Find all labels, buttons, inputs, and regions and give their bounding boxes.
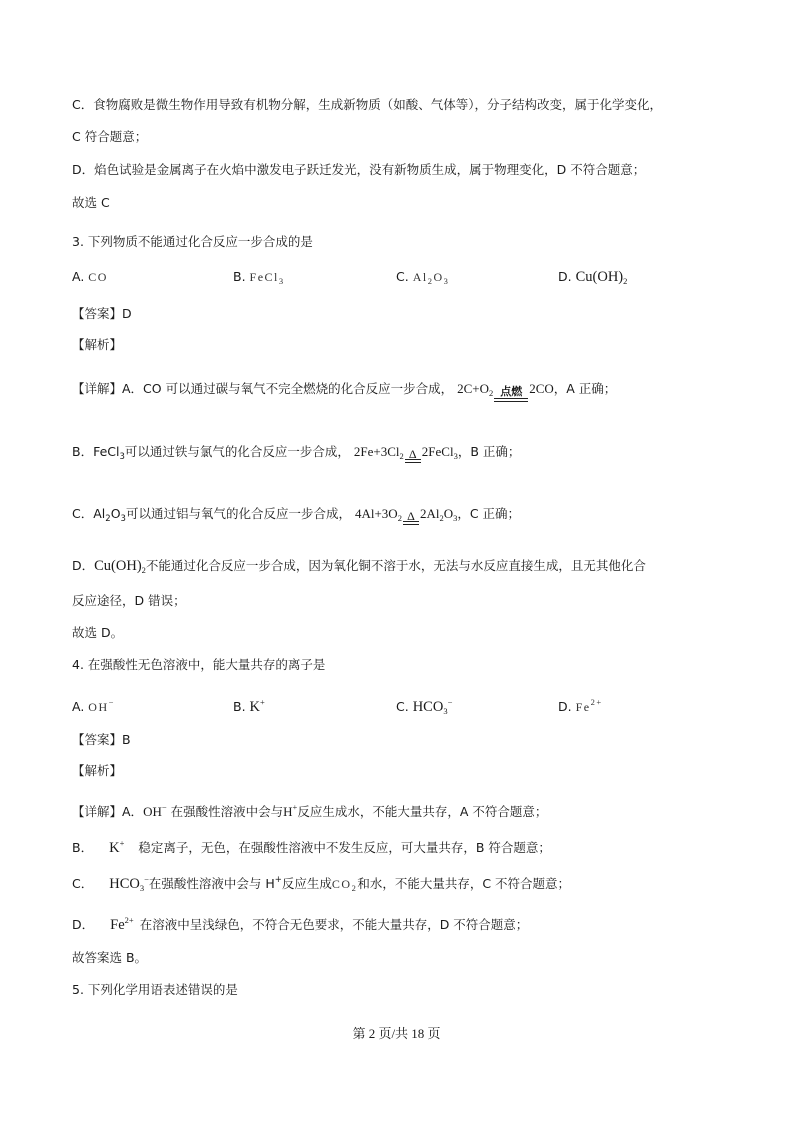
q3-answer: 【答案】D [72,306,132,321]
q4-analysis-heading: 【解析】 [72,763,123,778]
analysis-line-d: D．焰色试验是金属离子在火焰中激发电子跃迁发光，没有新物质生成，属于物理变化，D 不符合题意； [72,162,646,177]
q3-detail-b: B．FeCl$_3$可以通过铁与氯气的化合反应一步合成， $2Fe+3Cl_2$ Δ 2FeCl$_3$，B 正确； [72,444,521,462]
reaction-arrow: 点燃 [494,386,528,402]
option-label: A. [72,269,85,284]
question-3-stem: 3. 下列物质不能通过化合反应一步合成的是 [72,234,313,249]
reaction-arrow: Δ [405,449,421,463]
ion-oh: OH− [143,802,167,819]
ion-fe: $Fe^{2+}$ [575,697,603,714]
ion-oh: OH− [88,697,115,714]
q4-option-a [72,693,115,716]
equation-b: $2Fe+3Cl_2$ Δ 2FeCl$_3$ [353,444,458,461]
question-4-stem: 4. 在强酸性无色溶液中，能大量共存的离子是 [72,657,326,672]
formula-co2: $CO_2$ [331,877,358,893]
equation-a: $2C+O_2$ 点燃 2CO [457,381,554,396]
ion-fe: $Fe^{2+}$ [110,915,134,933]
q3-option-a [72,268,108,286]
q4-option-d [558,693,603,716]
q4-option-c [396,693,452,720]
q4-option-b [233,693,265,716]
formula-al2o3: $Al_2O_3$ [412,270,450,286]
q4-detail-d: D． $Fe^{2+}$ 在溶液中呈浅绿色，不符合无色要求，不能大量共存，D 不符合题意； [72,915,529,933]
question-5-stem: 5. 下列化学用语表述错误的是 [72,982,238,997]
q3-detail-d: D．$Cu(OH)_2$不能通过化合反应一步合成，因为氧化铜不溶于水，无法与水反应直接生成，且无其他化合 [72,558,646,575]
q3-detail-a: 【详解】A．CO 可以通过碳与氧气不完全燃烧的化合反应一步合成， $2C+O_2$ 点燃 2CO，A 正确； [72,380,616,402]
q3-detail-d-cont: 反应途径，D 错误； [72,593,186,608]
q4-detail-a: 【详解】A．OH− 在强酸性溶液中会与H+反应生成水，不能大量共存，A 不符合题意； [72,802,548,819]
ion-k: K+ [109,838,125,856]
q3-option-c [396,268,449,290]
page-number: 第 2 页/共 18 页 [352,1026,441,1041]
option-label: C. [396,269,409,284]
analysis-line-c-cont: C 符合题意； [72,129,148,144]
q4-detail-b: B． K+ 稳定离子，无色，在强酸性溶液中不发生反应，可大量共存，B 符合题意； [72,838,551,856]
formula-cuoh2: $Cu(OH)_2$ [94,558,146,575]
option-label: D. [558,269,572,284]
ion-hco3: $HCO_3^-$ [109,874,149,893]
q3-choose: 故选 D。 [72,625,124,640]
option-label: A. [72,699,85,714]
option-label: D. [558,699,572,714]
reaction-arrow: Δ [403,511,419,525]
option-label: B. [233,699,246,714]
ion-h: H+ [283,802,298,819]
option-label: B. [233,269,246,284]
q4-choose: 故答案选 B。 [72,950,148,965]
ion-hco3: $HCO_3^-$ [412,697,453,716]
q4-detail-c: C． $HCO_3^-$在强酸性溶液中会与 H+反应生成$CO_2$和水，不能大量共存，C 不符合题意； [72,874,571,893]
equation-c: $4Al+3O_2$ Δ $2Al_2O_3$ [354,506,458,523]
formula-cuoh2: $Cu(OH)_2$ [575,269,628,286]
analysis-line-c: C．食物腐败是微生物作用导致有机物分解，生成新物质（如酸、气体等），分子结构改变，属于化学变化， [72,97,662,112]
q3-detail-c: C．$Al_2O_3$可以通过铝与氧气的化合反应一步合成， $4Al+3O_2$ Δ $2Al_2O_3$，C 正确； [72,506,521,524]
ion-k: K+ [249,697,265,715]
q3-option-d [558,268,627,290]
formula-fecl3: FeCl$_3$ [249,270,285,286]
formula-co: CO [88,270,108,284]
option-label: C. [396,699,409,714]
q3-option-b [233,268,285,290]
q3-analysis-heading: 【解析】 [72,337,123,352]
choose-line: 故选 C [72,195,110,210]
q4-answer: 【答案】B [72,732,131,747]
